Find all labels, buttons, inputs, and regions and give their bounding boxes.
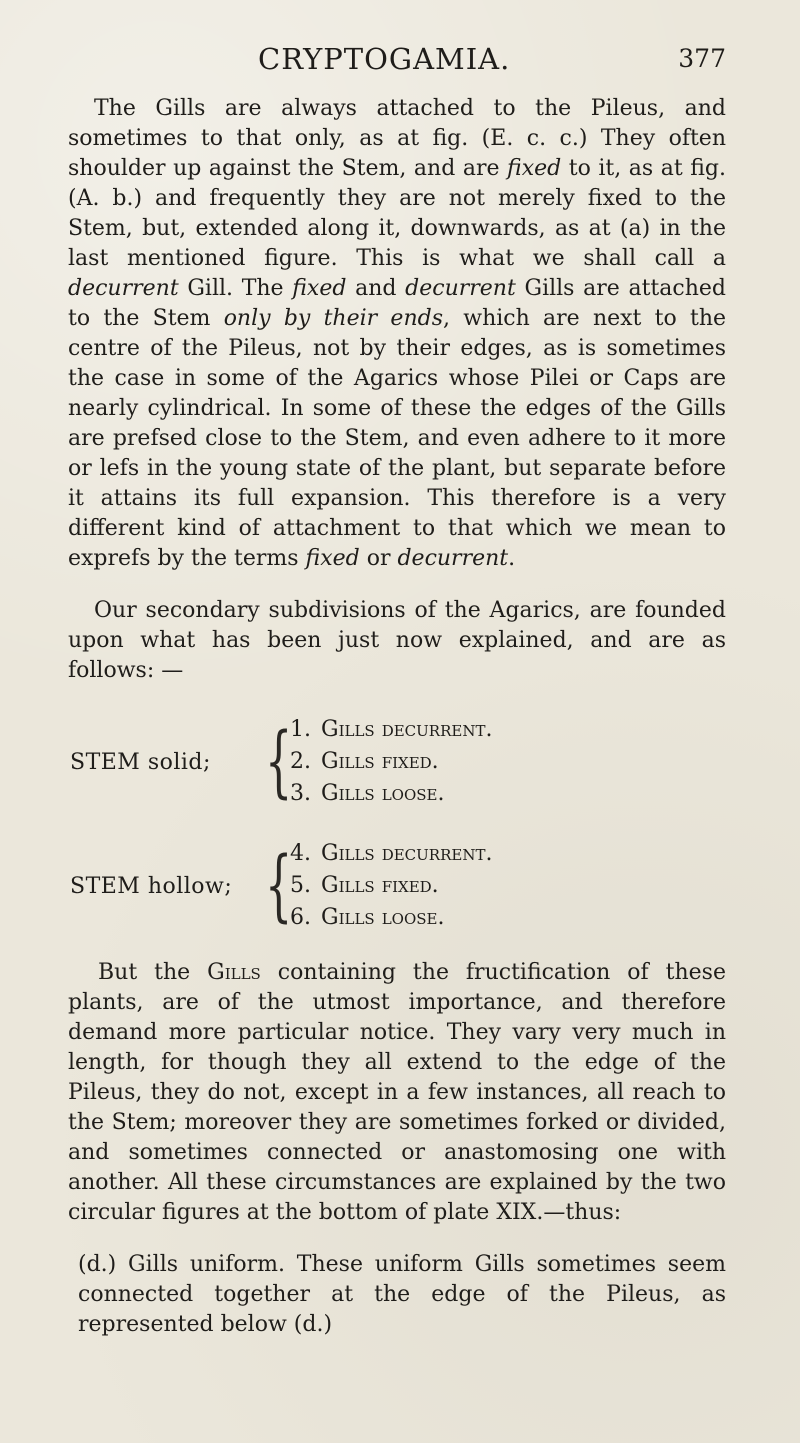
- item-number: 1.: [290, 717, 311, 742]
- item-text: Gills fixed.: [321, 749, 439, 774]
- item-number: 3.: [290, 781, 311, 806]
- paragraph-secondary-subdivisions: Our secondary subdivisions of the Agarics, are founded upon what has been just now explained, and are as follows: —: [68, 598, 726, 683]
- italic-term: fixed: [292, 276, 347, 301]
- paragraph-text: .: [508, 546, 516, 571]
- item-text: Gills fixed.: [321, 873, 439, 898]
- italic-term: fixed: [305, 546, 360, 571]
- item-text: Gills loose.: [321, 781, 445, 806]
- item-number: 4.: [290, 841, 311, 866]
- item-text: Gills decurrent.: [321, 841, 493, 866]
- paragraph-gills-uniform: (d.) Gills uniform. These uniform Gills sometimes seem connected together at the edge of the Pileus, as represented below (d.): [78, 1252, 726, 1337]
- paragraph-text: Gill. The: [178, 276, 293, 301]
- item-number: 6.: [290, 905, 311, 930]
- item-number: 2.: [290, 749, 311, 774]
- paragraph-text: or: [359, 546, 398, 571]
- stem-solid-group: [70, 714, 726, 810]
- italic-term: decurrent: [405, 276, 516, 301]
- stem-hollow-group: [70, 838, 726, 934]
- classification-item: [290, 715, 492, 745]
- paragraph-text: , which are next to the centre of the Pileus, not by their edges, as is sometimes the case in some of the Agarics whose Pilei or Caps are nearly cylindrical. In some of these the edges of the Gills are prefsed close to the Stem, and even adhere to it more or lefs in the young state of the plant, but separate before it attains its full expansion. This therefore is a very different kind of attachment to that which we mean to exprefs by the terms: [68, 306, 727, 571]
- paragraph-text: to it, as at fig. (A. b.) and frequently they are not merely fixed to the Stem, but, extended along it, downwards, as at (a) in the last mentioned figure. This is what we shall call a: [68, 156, 726, 271]
- item-text: Gills decurrent.: [321, 717, 493, 742]
- stem-solid-items: [290, 715, 492, 809]
- paragraph-text: containing the fructification of these plants, are of the utmost importance, and therefore demand more particular notice. They vary very much in length, for though they all extend to the edge of the Pileus, they do not, except in a few instances, all reach to the Stem; moreover they are sometimes forked or divided, and sometimes connected or anastomosing one with another. All these circumstances are explained by the two circular figures at the bottom of plate XIX.—thus:: [68, 960, 726, 1225]
- item-text: Gills loose.: [321, 905, 445, 930]
- item-number: 5.: [290, 873, 311, 898]
- stem-hollow-items: [290, 839, 492, 933]
- paragraph-gills-fructification: [68, 958, 726, 1228]
- italic-term: decurrent: [397, 546, 509, 571]
- left-brace: {: [264, 841, 293, 931]
- stem-hollow-label: STEM hollow;: [70, 873, 233, 899]
- small-caps-term: Gills: [207, 960, 261, 985]
- classification-table: [68, 714, 726, 934]
- running-title: CRYPTOGAMIA.: [258, 42, 511, 76]
- classification-item: [290, 747, 492, 777]
- paragraph-text: and: [346, 276, 406, 301]
- classification-item: [290, 839, 492, 869]
- classification-item: [290, 871, 492, 901]
- stem-solid-label: STEM solid;: [70, 749, 211, 775]
- italic-term: decurrent: [68, 276, 179, 301]
- italic-term: fixed: [507, 156, 562, 181]
- italic-term: only by their ends: [223, 306, 443, 331]
- paragraph-text: Gills are attached to the Stem: [68, 276, 726, 331]
- left-brace: {: [264, 717, 293, 807]
- classification-item: [290, 779, 492, 809]
- page-header: [68, 42, 726, 88]
- classification-item: [290, 903, 492, 933]
- paragraph-gills-attachment: [68, 94, 726, 574]
- paragraph-text: But the: [98, 960, 208, 985]
- page-number: 377: [678, 44, 726, 73]
- paragraph-text: The Gills are always attached to the Pileus, and sometimes to that only, as at fig. (E. c. c.) They often shoulder up against the Stem, and are: [68, 96, 726, 181]
